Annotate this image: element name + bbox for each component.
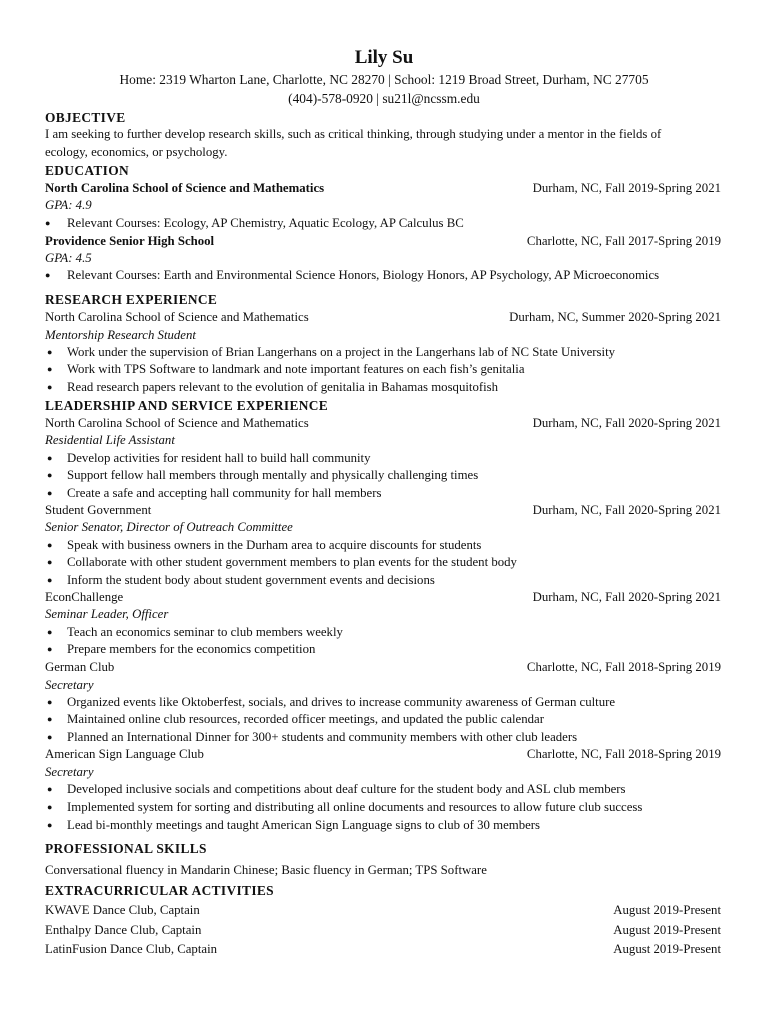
activity-dates: August 2019-Present — [613, 942, 721, 956]
activity-dates: August 2019-Present — [613, 923, 721, 937]
leadership-bullet: Organized events like Oktoberfest, socials, and drives to increase community awareness of German culture — [67, 695, 616, 709]
research-bullet: Work under the supervision of Brian Langerhans on a project in the Langerhans lab of NC State University — [67, 345, 616, 359]
objective-text-line-1: I am seeking to further develop research skills, such as critical thinking, through studying under a mentor in the fields of — [45, 127, 662, 141]
leadership-place-dates: Durham, NC, Fall 2020-Spring 2021 — [532, 503, 721, 517]
leadership-bullet: Collaborate with other student government members to plan events for the student body — [67, 555, 517, 569]
activity-name: KWAVE Dance Club, Captain — [45, 903, 200, 917]
school-name: Providence Senior High School — [45, 234, 215, 248]
bullet-icon: ● — [47, 575, 53, 585]
leadership-place-dates: Durham, NC, Fall 2020-Spring 2021 — [532, 590, 721, 604]
education-heading: EDUCATION — [45, 163, 129, 178]
leadership-bullet: Support fellow hall members through mentally and physically challenging times — [67, 468, 479, 482]
objective-heading: OBJECTIVE — [45, 110, 126, 125]
school-gpa: GPA: 4.9 — [45, 198, 92, 212]
bullet-icon: ● — [47, 382, 53, 392]
leadership-bullet: Planned an International Dinner for 300+ students and community members with other club leaders — [67, 730, 578, 744]
leadership-role: Secretary — [45, 765, 94, 779]
leadership-bullet: Maintained online club resources, recorded officer meetings, and updated the public calendar — [67, 712, 544, 726]
extracurricular-heading: EXTRACURRICULAR ACTIVITIES — [45, 883, 274, 898]
leadership-role: Secretary — [45, 678, 94, 692]
leadership-place-dates: Charlotte, NC, Fall 2018-Spring 2019 — [526, 660, 721, 674]
bullet-icon: ● — [45, 218, 51, 228]
bullet-icon: ● — [47, 364, 53, 374]
bullet-icon: ● — [47, 714, 53, 724]
leadership-place-dates: Charlotte, NC, Fall 2018-Spring 2019 — [526, 747, 721, 761]
bullet-icon: ● — [47, 697, 53, 707]
skills-text: Conversational fluency in Mandarin Chinese; Basic fluency in German; TPS Software — [45, 863, 487, 877]
leadership-bullet: Developed inclusive socials and competitions about deaf culture for the student body and ASL club members — [67, 782, 626, 796]
research-heading: RESEARCH EXPERIENCE — [45, 292, 218, 307]
bullet-icon: ● — [47, 540, 53, 550]
leadership-bullet: Teach an economics seminar to club members weekly — [67, 625, 343, 639]
research-role: Mentorship Research Student — [45, 328, 196, 342]
research-org: North Carolina School of Science and Mathematics — [45, 310, 309, 324]
leadership-bullet: Implemented system for sorting and distributing all online documents and resources to allow future club success — [67, 800, 643, 814]
bullet-icon: ● — [47, 470, 53, 480]
leadership-org: German Club — [45, 660, 115, 674]
leadership-org: Student Government — [45, 503, 152, 517]
resume-name: Lily Su — [354, 47, 414, 68]
school-place-dates: Durham, NC, Fall 2019-Spring 2021 — [532, 181, 721, 195]
leadership-org: EconChallenge — [45, 590, 124, 604]
research-bullet: Work with TPS Software to landmark and note important features on each fish’s genitalia — [67, 362, 525, 376]
bullet-icon: ● — [47, 557, 53, 567]
leadership-bullet: Develop activities for resident hall to build hall community — [67, 451, 371, 465]
bullet-icon: ● — [45, 270, 51, 280]
bullet-icon: ● — [47, 732, 53, 742]
leadership-bullet: Prepare members for the economics competition — [67, 642, 316, 656]
school-courses: Relevant Courses: Ecology, AP Chemistry, Aquatic Ecology, AP Calculus BC — [67, 216, 464, 230]
leadership-heading: LEADERSHIP AND SERVICE EXPERIENCE — [45, 398, 329, 413]
school-name: North Carolina School of Science and Mathematics — [45, 181, 325, 195]
contact-line: (404)-578-0920 | su21l@ncssm.edu — [288, 91, 480, 106]
bullet-icon: ● — [47, 488, 53, 498]
bullet-icon: ● — [47, 802, 53, 812]
leadership-bullet: Create a safe and accepting hall community for hall members — [67, 486, 382, 500]
skills-heading: PROFESSIONAL SKILLS — [45, 841, 207, 856]
bullet-icon: ● — [47, 820, 53, 830]
bullet-icon: ● — [47, 644, 53, 654]
leadership-role: Residential Life Assistant — [45, 433, 175, 447]
school-courses: Relevant Courses: Earth and Environmental Science Honors, Biology Honors, AP Psychology, AP Microeconomics — [67, 268, 660, 282]
leadership-bullet: Lead bi-monthly meetings and taught American Sign Language signs to club of 30 members — [67, 818, 541, 832]
research-place-dates: Durham, NC, Summer 2020-Spring 2021 — [509, 310, 721, 324]
bullet-icon: ● — [47, 453, 53, 463]
leadership-org: North Carolina School of Science and Mathematics — [45, 416, 309, 430]
bullet-icon: ● — [47, 784, 53, 794]
leadership-place-dates: Durham, NC, Fall 2020-Spring 2021 — [532, 416, 721, 430]
leadership-bullet: Inform the student body about student government events and decisions — [67, 573, 435, 587]
research-bullet: Read research papers relevant to the evolution of genitalia in Bahamas mosquitofish — [67, 380, 499, 394]
leadership-role: Seminar Leader, Officer — [45, 607, 169, 621]
objective-text-line-2: ecology, economics, or psychology. — [45, 145, 228, 159]
bullet-icon: ● — [47, 347, 53, 357]
bullet-icon: ● — [47, 627, 53, 637]
leadership-role: Senior Senator, Director of Outreach Committee — [45, 520, 293, 534]
school-place-dates: Charlotte, NC, Fall 2017-Spring 2019 — [526, 234, 721, 248]
leadership-bullet: Speak with business owners in the Durham area to acquire discounts for students — [67, 538, 482, 552]
address-line: Home: 2319 Wharton Lane, Charlotte, NC 28270 | School: 1219 Broad Street, Durham, NC 27705 — [119, 72, 649, 87]
activity-name: Enthalpy Dance Club, Captain — [45, 923, 202, 937]
activity-name: LatinFusion Dance Club, Captain — [45, 942, 218, 956]
school-gpa: GPA: 4.5 — [45, 251, 92, 265]
leadership-org: American Sign Language Club — [45, 747, 204, 761]
activity-dates: August 2019-Present — [613, 903, 721, 917]
